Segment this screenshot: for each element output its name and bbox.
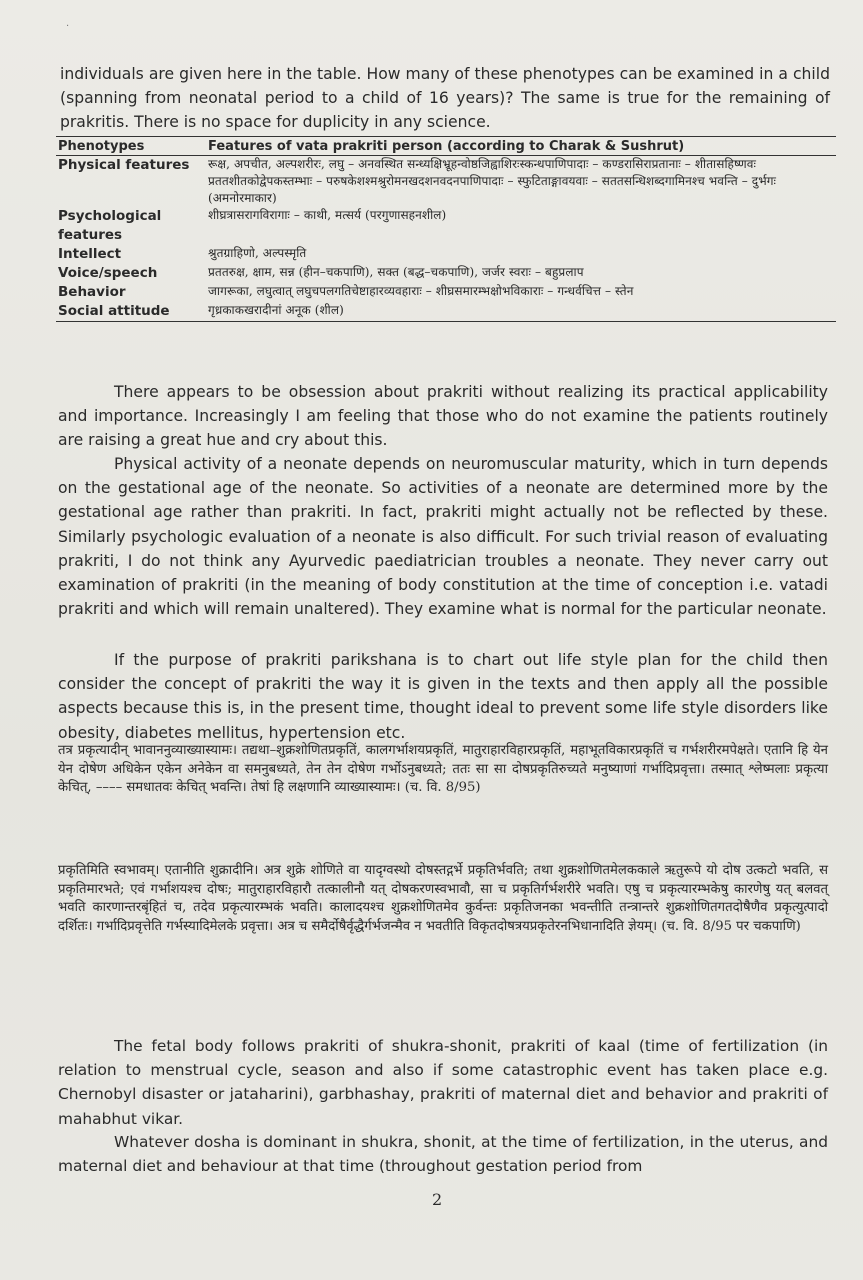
row-label: Psychological features <box>58 208 162 243</box>
paragraph-obsession <box>58 380 828 453</box>
sanskrit-commentary-chakrapani: प्रकृतिमिति स्वभावम्। एतानीति शुक्रादीनि। अत्र शुक्रे शोणिते वा यादृग्वस्थो दोषस्तद्गर्भे प्रकृतिर्भवति; तथा शुक्रशोणितमेलककाले ऋतुरूपे यो दोष उत्कटो भवति, स प्रकृतिमारभते; एवं गर्भाशयश्च दोषः; मातुराहारविहारौ तत्कालीनौ यत् दोषकरणस्वभावौ, सा च प्रकृतिर्गर्भशरीरे भवति। एषु च प्रकृत्यारम्भकेषु कारणेषु यत् बलवत् भवति कारणान्तरबृंहितं च, तदेव प्रकृत्यारम्भकं भवति। कालादयश्च शुक्रशोणितमेव कुर्वन्तः प्रकृतिजनका भवन्तीति तन्त्रान्तरे शुक्रशोणितगतदोषैणैव प्रकृत्युत्पादो दर्शितः। गर्भादिप्रवृत्तेति गर्भस्यादिमेलके प्रवृत्ता। अत्र च समैर्दोषैर्वृद्धैर्गर्भजन्मैव न भवतीति विकृतदोषत्रयप्रकृतेरनभिधानादिति ज्ञेयम्। (च. वि. 8/95 पर चकपाणि) <box>58 863 828 934</box>
paragraph-text: Physical activity of a neonate depends on neuromuscular maturity, which in turn depends on the gestational age of the neonate. So activities of a neonate are determined more by the gestational age rather than prakriti. In fact, prakriti might actually not be reflected by these. Similarly psychologic evaluation of a neonate is also difficult. For such trivial reason of evaluating prakriti, I do not think any Ayurvedic paediatrician troubles a neonate. They never carry out examination of prakriti (in the meaning of body constitution at the time of conception i.e. vatadi prakriti and which will remain unaltered). They examine what is normal for the particular neonate. <box>58 455 828 619</box>
paragraph-lifestyle-plan <box>58 648 828 745</box>
paragraph-text: The fetal body follows prakriti of shukra-shonit, prakriti of kaal (time of fertilization (in relation to menstrual cycle, season and also if some catastrophic event has taken place e.g. Chernobyl disaster or jataharini), garbhashay, prakriti of maternal diet and behavior and prakriti of mahabhut vikar. <box>58 1037 828 1128</box>
paragraph-text: If the purpose of prakriti parikshana is to chart out life style plan for the child then consider the concept of prakriti the way it is given in the texts and then apply all the possible aspects because this is, in the present time, thought ideal to prevent some life style disorders like obesity, diabetes mellitus, hypertension etc. <box>58 651 828 742</box>
paragraph-text: Whatever dosha is dominant in shukra, shonit, at the time of fertilization, in the uterus, and maternal diet and behaviour at that time (throughout gestation period from <box>58 1133 828 1176</box>
speck: . <box>66 18 70 29</box>
paragraph-dominant-dosha <box>58 1130 828 1178</box>
row-label: Physical features <box>58 157 190 173</box>
table-row <box>56 156 836 208</box>
row-features: जागरूका, लघुत्वात् लघुचपलगतिचेष्टाहारव्यवहाराः – शीघ्रसमारम्भक्षोभविकाराः – गन्धर्वचित्त – स्तेन <box>208 284 634 298</box>
row-features: शीघ्रत्रासरागविरागाः – काथी, मत्सर्य (परगुणासहनशील) <box>208 208 447 222</box>
sanskrit-quote-charak: तत्र प्रकृत्यादीन् भावाननुव्याख्यास्यामः। तद्यथा–शुक्रशोणितप्रकृतिं, कालगर्भाशयप्रकृतिं, मातुराहारविहारप्रकृतिं, महाभूतविकारप्रकृतिं च गर्भशरीरमपेक्षते। एतानि हि येन येन दोषेण अधिकेन एकेन अनेकेन वा समनुबध्यते, तेन तेन दोषेण गर्भोऽनुबध्यते; ततः सा सा दोषप्रकृतिरुच्यते मनुष्याणां गर्भादिप्रवृत्ता। तस्मात् श्लेष्मलाः प्रकृत्या केचित्, –––– समधातवः केचित् भवन्ति। तेषां हि लक्षणानि व्याख्यास्यामः। (च. वि. 8/95) <box>58 743 828 796</box>
row-features: श्रुतग्राहिणो, अल्पस्मृति <box>208 246 307 260</box>
table-row <box>56 302 836 322</box>
row-features: प्रततरुक्ष, क्षाम, सन्न (हीन–चकपाणि), सक्त (बद्ध–चकपाणि), जर्जर स्वराः – बहुप्रलाप <box>208 265 584 279</box>
paragraph-fetal-body <box>58 1034 828 1131</box>
table-header-features: Features of vata prakriti person (according to Charak & Sushrut) <box>206 137 836 156</box>
row-features: गृध्रकाकखरादीनां अनूक (शील) <box>206 302 836 322</box>
paragraph-text: There appears to be obsession about prakriti without realizing its practical applicability and importance. Increasingly I am feeling that those who do not examine the patients routinely are raising a great hue and cry about this. <box>58 383 828 450</box>
page-number: 2 <box>432 1190 443 1209</box>
intro-paragraph: individuals are given here in the table. How many of these phenotypes can be examined in a child (spanning from neonatal period to a child of 16 years)? The same is true for the remaining of prakritis. There is no space for duplicity in any science. <box>60 65 830 131</box>
row-label: Intellect <box>58 246 122 262</box>
table-header-phenotypes: Phenotypes <box>56 137 206 156</box>
table-row <box>56 264 836 283</box>
row-label: Voice/speech <box>58 265 158 281</box>
table-row <box>56 245 836 264</box>
row-label: Social attitude <box>56 302 206 322</box>
table-row <box>56 207 836 245</box>
paragraph-neonate-activity <box>58 452 828 621</box>
row-label: Behavior <box>58 284 126 300</box>
table-row <box>56 283 836 302</box>
row-features: रूक्ष, अपचीत, अल्पशरीरः, लघु – अनवस्थित सन्ध्यक्षिभ्रूहन्वोष्ठजिह्वाशिरःस्कन्धपाणिपादाः – कण्डरासिराप्रतानाः – शीतासहिष्णवः प्रततशीतकोद्वेपकस्तम्भाः – परुषकेशश्मश्रुरोमनखदशनवदनपाणिपादाः – स्फुटिताङ्गावयवाः – सततसन्धिशब्दगामिनश्च भवन्ति – दुर्भगः (अमनोरमाकार) <box>208 157 777 205</box>
vata-phenotype-table <box>56 136 836 322</box>
